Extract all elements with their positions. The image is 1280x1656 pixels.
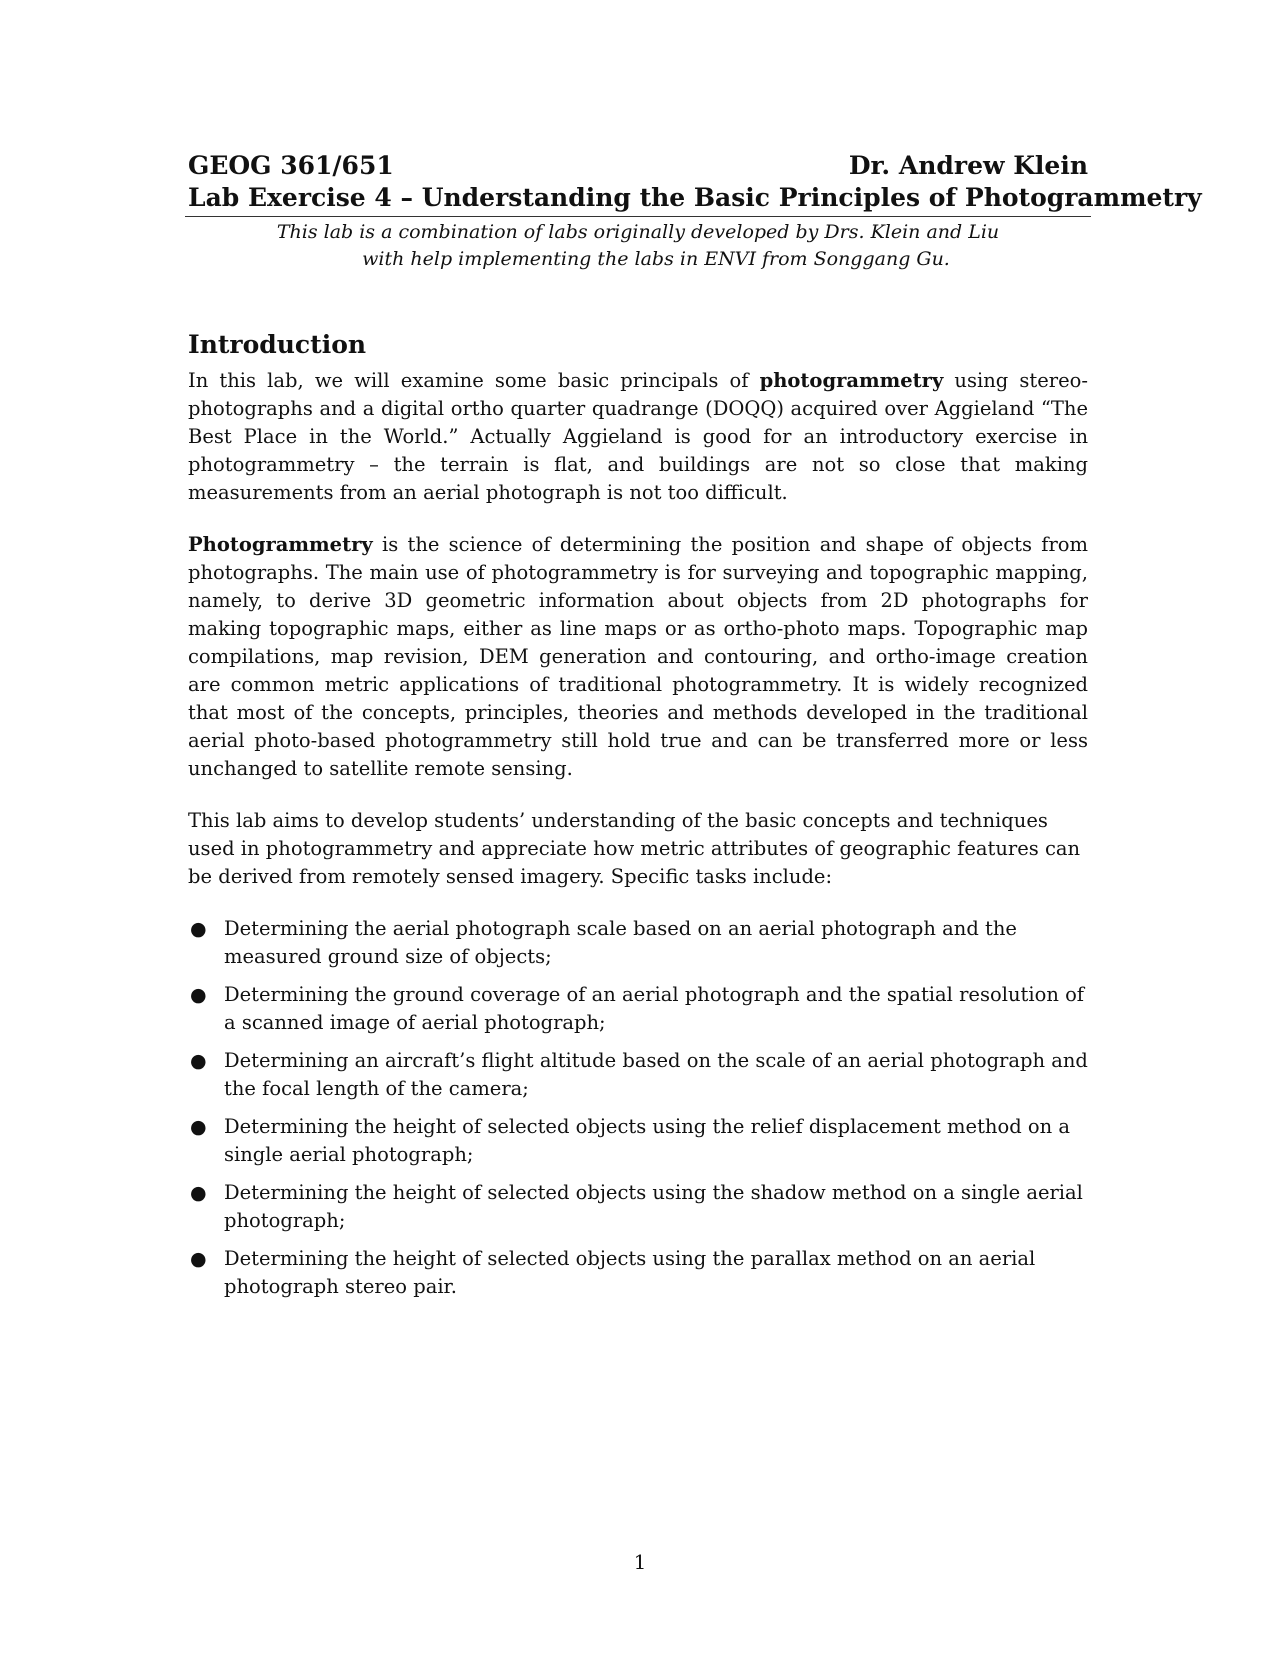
bullet-icon: ●: [190, 1182, 207, 1204]
list-item: [188, 981, 1088, 1037]
task-list: [188, 915, 1088, 1301]
task-text: Determining an aircraft’s flight altitude based on the scale of an aerial photograph and the focal length of the camera;: [224, 1049, 1088, 1100]
page-number: 1: [633, 1550, 647, 1574]
section-heading-introduction: Introduction: [188, 330, 367, 359]
intro-p1-text-end: using stereo-photographs and a digital ortho quarter quadrange (DOQQ) acquired over Aggieland “The Best Place in the World.” Actually Aggieland is good for an introductory exercise in photogrammetry – the terrain is flat, and buildings are not so close that making measurements from an aerial photograph is not too difficult.: [188, 369, 1088, 504]
credit-line-1: This lab is a combination of labs originally developed by Drs. Klein and Liu: [276, 221, 1000, 243]
document-header: [188, 150, 1088, 182]
lab-title: Lab Exercise 4 – Understanding the Basic Principles of Photogrammetry: [188, 183, 1202, 212]
page-content: [188, 150, 1202, 1311]
intro-paragraph-3: This lab aims to develop students’ understanding of the basic concepts and techniques used in photogrammetry and appreciate how metric attributes of geographic features can be derived from remotely sensed imagery. Specific tasks include:: [188, 809, 1081, 888]
task-text: Determining the height of selected objects using the shadow method on a single aerial photograph;: [224, 1181, 1083, 1232]
bullet-icon: ●: [190, 984, 207, 1006]
instructor-name: Dr. Andrew Klein: [848, 151, 1088, 180]
bullet-icon: ●: [190, 918, 207, 940]
list-item: [188, 1245, 1088, 1301]
list-item: [188, 1179, 1088, 1235]
task-text: Determining the ground coverage of an aerial photograph and the spatial resolution of a scanned image of aerial photograph;: [224, 983, 1085, 1034]
list-item: [188, 915, 1088, 971]
intro-p2-bold-term: Photogrammetry: [188, 533, 373, 556]
list-item: [188, 1047, 1088, 1103]
bullet-icon: ●: [190, 1248, 207, 1270]
course-code: GEOG 361/651: [188, 151, 394, 180]
bullet-icon: ●: [190, 1116, 207, 1138]
list-item: [188, 1113, 1088, 1169]
intro-p1-bold-term: photogrammetry: [759, 369, 944, 392]
intro-paragraph-1: [188, 367, 1088, 507]
intro-paragraph-2: [188, 531, 1088, 783]
task-text: Determining the height of selected objects using the relief displacement method on a single aerial photograph;: [224, 1115, 1071, 1166]
header-rule: [185, 216, 1091, 217]
task-text: Determining the aerial photograph scale based on an aerial photograph and the measured ground size of objects;: [224, 917, 1017, 968]
credit-note: [188, 219, 1088, 273]
credit-line-2: with help implementing the labs in ENVI from Songgang Gu.: [362, 248, 950, 270]
intro-p1-text-start: In this lab, we will examine some basic principals of: [188, 369, 760, 392]
task-text: Determining the height of selected objects using the parallax method on an aerial photograph stereo pair.: [224, 1247, 1036, 1298]
bullet-icon: ●: [190, 1050, 207, 1072]
intro-p2-text: is the science of determining the position and shape of objects from photographs. The main use of photogrammetry is for surveying and topographic mapping, namely, to derive 3D geometric information about objects from 2D photographs for making topographic maps, either as line maps or as ortho-photo maps. Topographic map compilations, map revision, DEM generation and contouring, and ortho-image creation are common metric applications of traditional photogrammetry. It is widely recognized that most of the concepts, principles, theories and methods developed in the traditional aerial photo-based photogrammetry still hold true and can be transferred more or less unchanged to satellite remote sensing.: [188, 533, 1088, 780]
